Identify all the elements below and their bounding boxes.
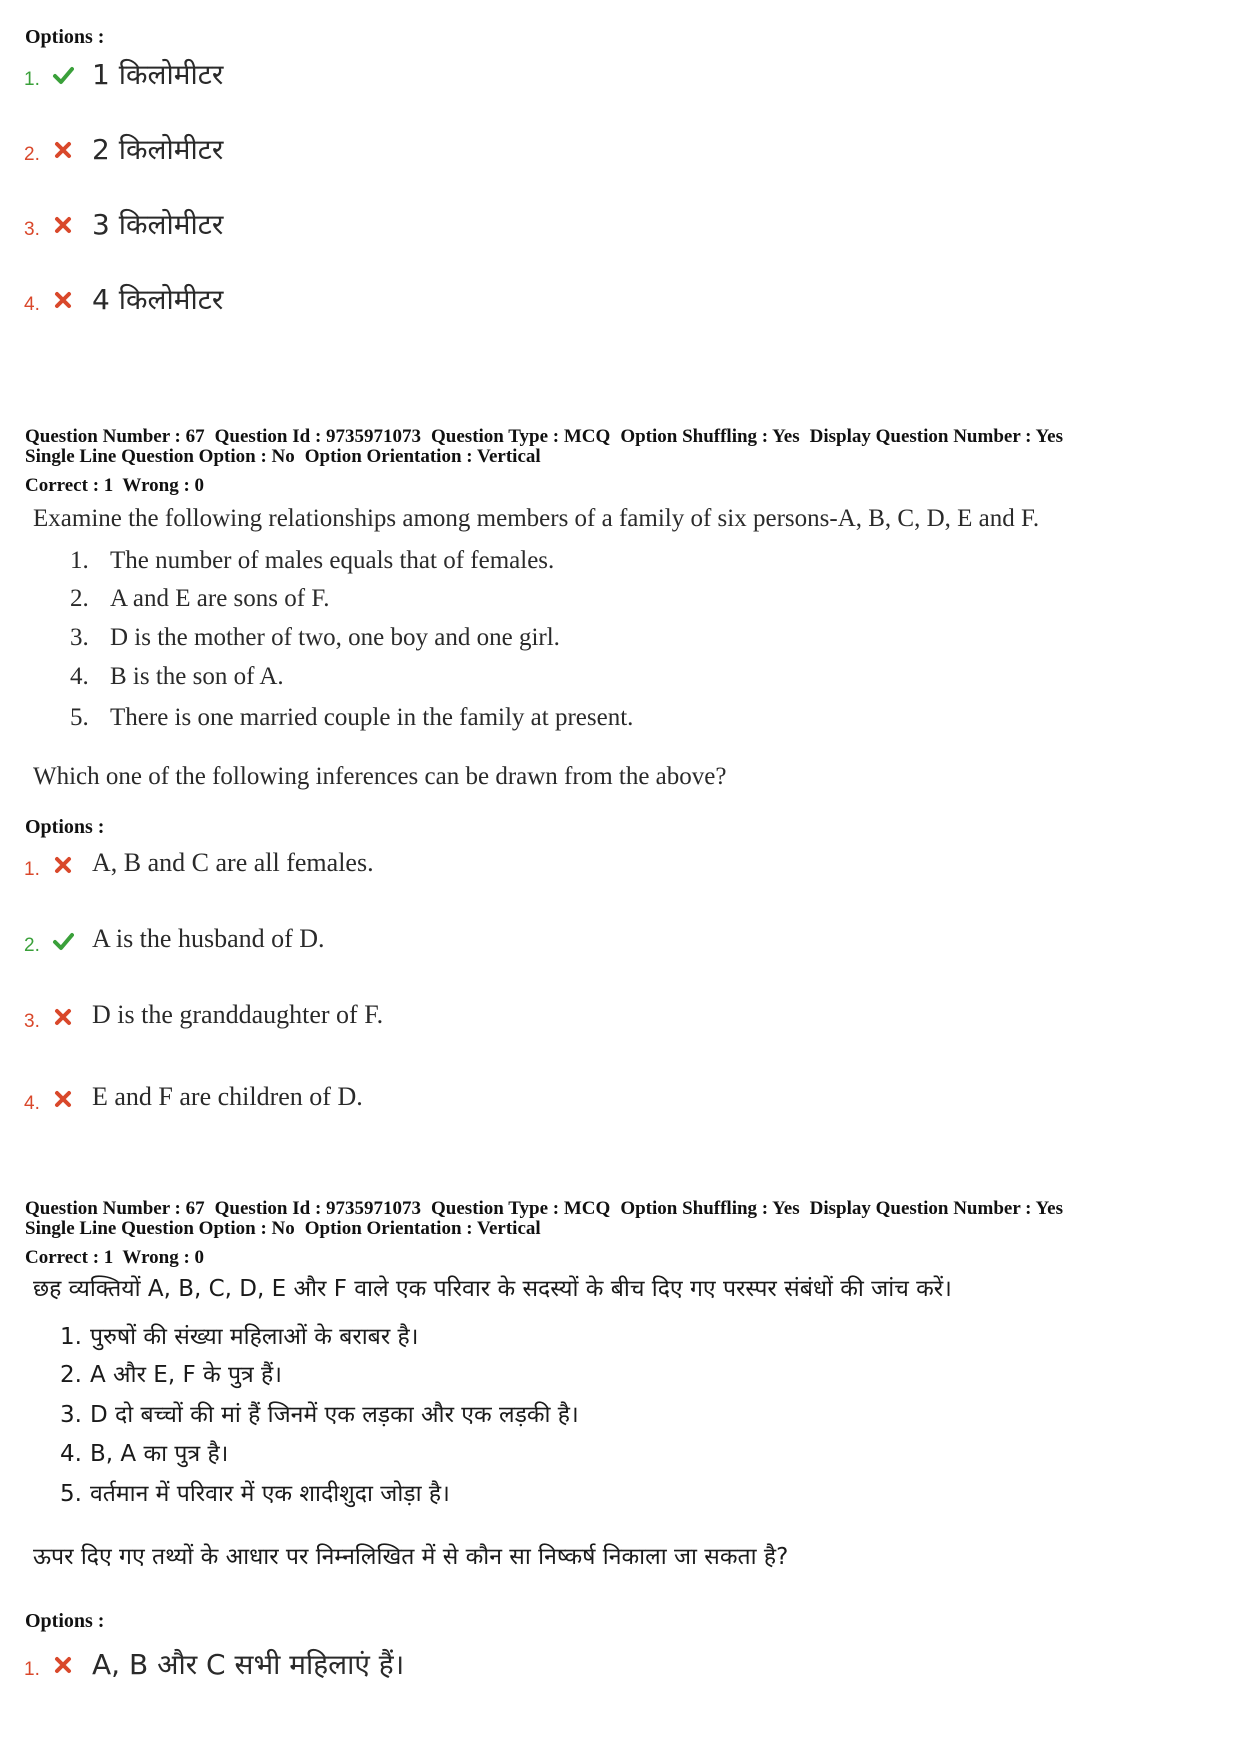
option-number: 1. xyxy=(24,859,40,880)
cross-mark-icon xyxy=(52,139,74,161)
option-4 xyxy=(24,1082,1024,1122)
question-text: ऊपर दिए गए तथ्यों के आधार पर निम्नलिखित में से कौन सा निष्कर्ष निकाला जा सकता है? xyxy=(33,1544,789,1570)
option-number: 3. xyxy=(24,219,40,240)
statement-text: D दो बच्चों की मां हैं जिनमें एक लड़का और एक लड़की है। xyxy=(90,1402,579,1428)
display-question-number: Display Question Number : Yes xyxy=(809,426,1063,447)
option-number: 2. xyxy=(24,144,40,165)
option-3 xyxy=(24,1000,1024,1040)
option-number: 4. xyxy=(24,1093,40,1114)
statement xyxy=(60,1322,418,1352)
statement-text: The number of males equals that of females. xyxy=(110,547,555,574)
question-type: Question Type : MCQ xyxy=(431,426,611,447)
statement-number: 5. xyxy=(60,1481,82,1507)
option-4 xyxy=(24,283,1024,323)
option-text: A, B और C सभी महिलाएं हैं। xyxy=(92,1648,405,1681)
cross-mark-icon xyxy=(52,854,74,876)
cross-mark-icon xyxy=(52,1654,74,1676)
option-1 xyxy=(24,848,1024,888)
single-line-question-option: Single Line Question Option : No xyxy=(25,1218,295,1239)
question-intro: छह व्यक्तियों A, B, C, D, E और F वाले एक परिवार के सदस्यों के बीच दिए गए परस्पर संबंधों की जांच करें। xyxy=(33,1276,952,1302)
option-2 xyxy=(24,133,1024,173)
display-question-number: Display Question Number : Yes xyxy=(809,1198,1063,1219)
option-text: 2 किलोमीटर xyxy=(92,133,224,166)
cross-mark-icon xyxy=(52,1006,74,1028)
statement xyxy=(60,1479,450,1509)
cross-mark-icon xyxy=(52,289,74,311)
statement xyxy=(70,546,554,576)
question-meta-line1 xyxy=(25,427,1073,447)
options-label: Options : xyxy=(25,1610,105,1632)
option-3 xyxy=(24,208,1024,248)
option-text: 4 किलोमीटर xyxy=(92,283,224,316)
statement-text: पुरुषों की संख्या महिलाओं के बराबर है। xyxy=(90,1324,419,1350)
option-text: D is the granddaughter of F. xyxy=(92,1000,384,1029)
option-number: 3. xyxy=(24,1011,40,1032)
option-1 xyxy=(24,58,1024,98)
statement xyxy=(70,703,633,733)
score-line: Correct : 1 Wrong : 0 xyxy=(25,475,205,496)
statement-text: There is one married couple in the family at present. xyxy=(110,704,634,731)
statement xyxy=(70,662,284,692)
question-meta-line2 xyxy=(25,447,551,467)
cross-mark-icon xyxy=(52,214,74,236)
statement xyxy=(60,1400,579,1430)
options-label: Options : xyxy=(25,816,105,838)
options-label: Options : xyxy=(25,26,105,48)
question-id: Question Id : 9735971073 xyxy=(214,426,422,447)
statement-number: 3. xyxy=(70,624,89,651)
option-orientation: Option Orientation : Vertical xyxy=(304,1218,541,1239)
check-mark-icon xyxy=(52,930,74,952)
single-line-question-option: Single Line Question Option : No xyxy=(25,446,295,467)
option-text: A is the husband of D. xyxy=(92,924,325,953)
statement-number: 5. xyxy=(70,704,89,731)
statement-number: 3. xyxy=(60,1402,82,1428)
question-intro: Examine the following relationships among members of a family of six persons-A, B, C, D, E and F. xyxy=(33,505,1040,532)
option-1 xyxy=(24,1648,1024,1688)
statement-number: 4. xyxy=(60,1441,82,1467)
option-shuffling: Option Shuffling : Yes xyxy=(620,426,800,447)
option-text: 1 किलोमीटर xyxy=(92,58,224,91)
check-mark-icon xyxy=(52,64,74,86)
statement-number: 1. xyxy=(70,547,89,574)
option-text: A, B and C are all females. xyxy=(92,848,374,877)
statement-text: A and E are sons of F. xyxy=(110,585,330,612)
cross-mark-icon xyxy=(52,1088,74,1110)
question-meta-line2 xyxy=(25,1219,551,1239)
question-id: Question Id : 9735971073 xyxy=(214,1198,422,1219)
option-text: 3 किलोमीटर xyxy=(92,208,224,241)
statement-text: वर्तमान में परिवार में एक शादीशुदा जोड़ा है। xyxy=(90,1481,450,1507)
statement-number: 1. xyxy=(60,1324,82,1350)
statement xyxy=(70,584,330,614)
option-2 xyxy=(24,924,1024,964)
option-shuffling: Option Shuffling : Yes xyxy=(620,1198,800,1219)
question-text: Which one of the following inferences can be drawn from the above? xyxy=(33,763,727,790)
statement-number: 2. xyxy=(70,585,89,612)
statement-text: D is the mother of two, one boy and one girl. xyxy=(110,624,560,651)
statement-text: B, A का पुत्र है। xyxy=(90,1441,229,1467)
question-meta-line1 xyxy=(25,1199,1073,1219)
statement xyxy=(60,1439,228,1469)
option-number: 1. xyxy=(24,69,40,90)
option-number: 1. xyxy=(24,1659,40,1680)
option-text: E and F are children of D. xyxy=(92,1082,363,1111)
question-number: Question Number : 67 xyxy=(25,1198,205,1219)
option-orientation: Option Orientation : Vertical xyxy=(304,446,541,467)
statement xyxy=(60,1360,282,1390)
question-type: Question Type : MCQ xyxy=(431,1198,611,1219)
option-number: 4. xyxy=(24,294,40,315)
statement-text: A और E, F के पुत्र हैं। xyxy=(90,1362,282,1388)
question-number: Question Number : 67 xyxy=(25,426,205,447)
score-line: Correct : 1 Wrong : 0 xyxy=(25,1247,205,1268)
statement xyxy=(70,623,560,653)
statement-text: B is the son of A. xyxy=(110,663,284,690)
option-number: 2. xyxy=(24,935,40,956)
statement-number: 4. xyxy=(70,663,89,690)
statement-number: 2. xyxy=(60,1362,82,1388)
